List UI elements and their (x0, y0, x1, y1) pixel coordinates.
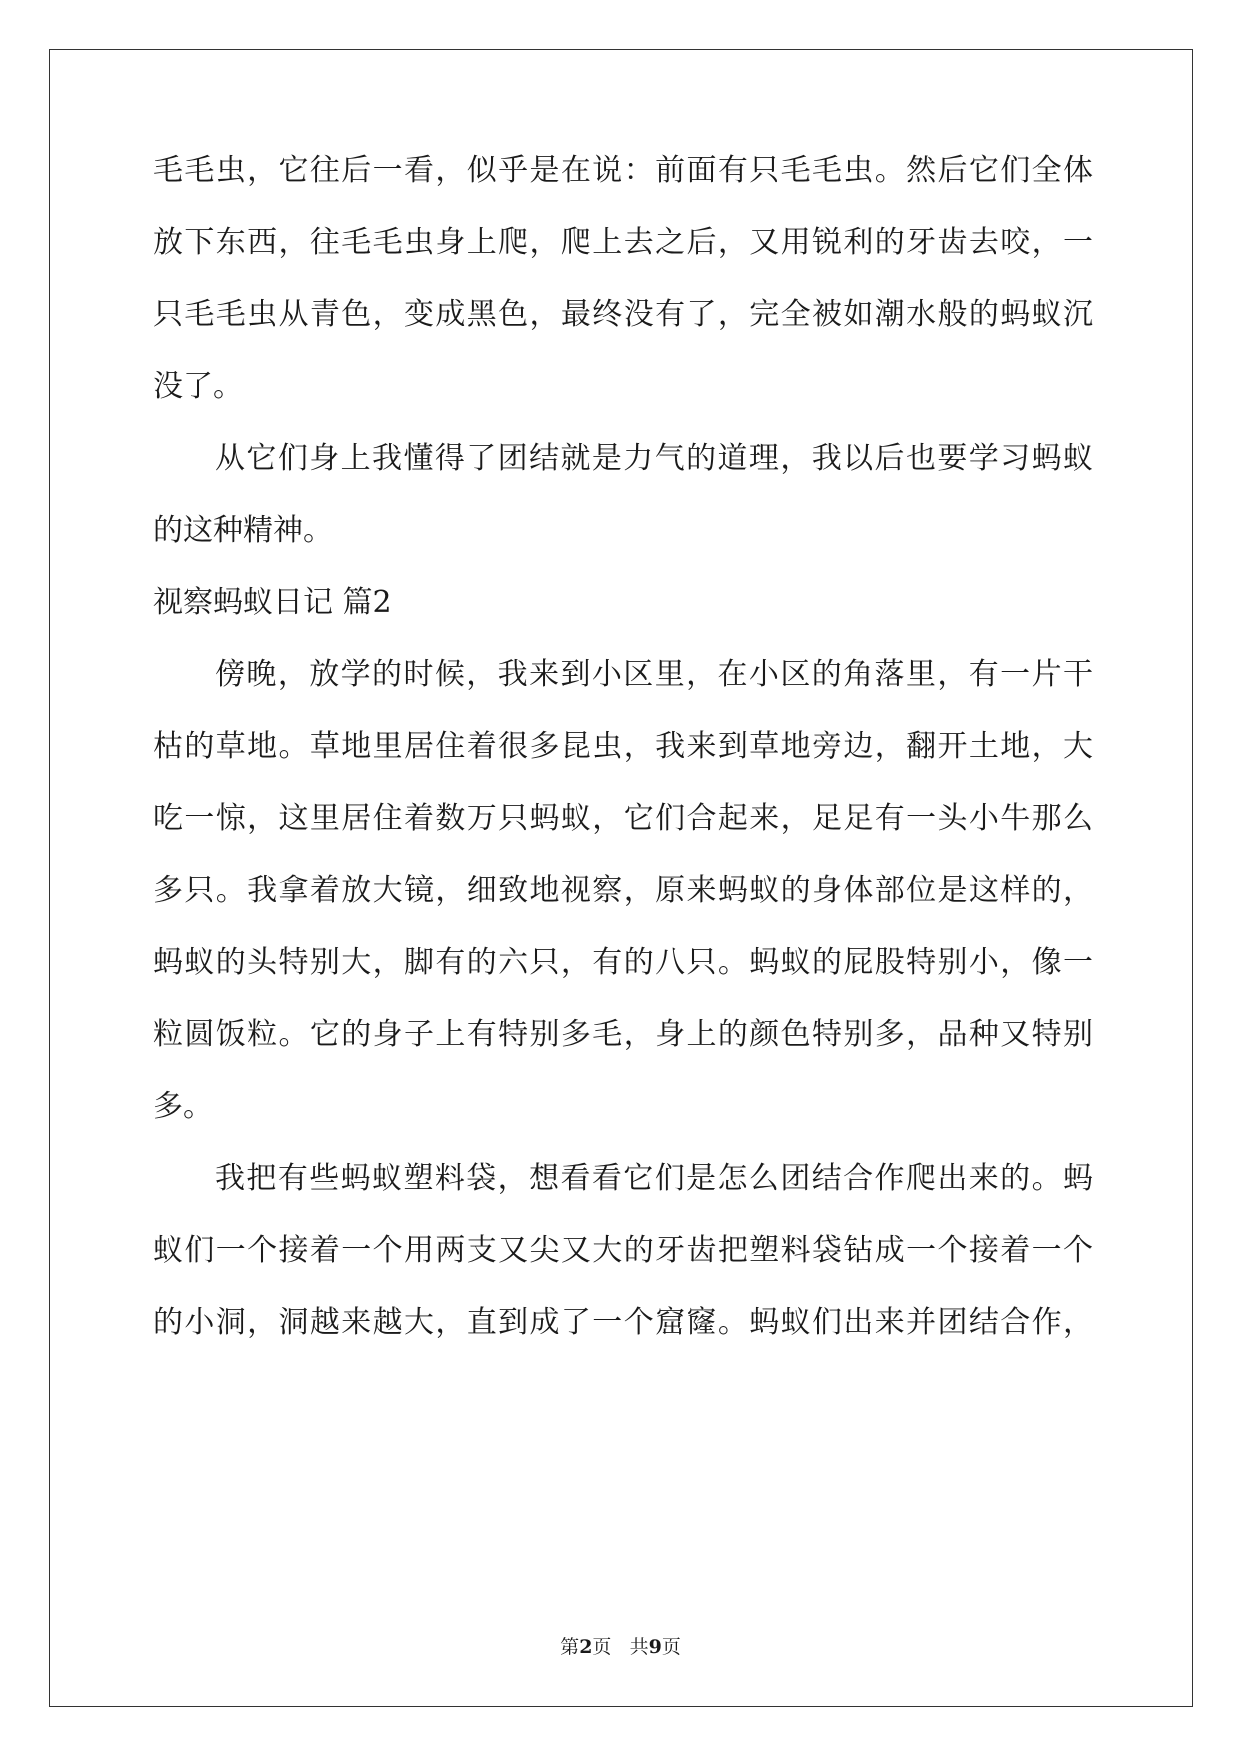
paragraph-3-line-5: 蚂蚁的头特别大，脚有的六只，有的八只。蚂蚁的屁股特别小，像一 (153, 945, 1093, 980)
footer-prefix: 第 (560, 1636, 580, 1658)
paragraph-2-line-1: 从它们身上我懂得了团结就是力气的道理，我以后也要学习蚂蚁 (215, 441, 1093, 476)
paragraph-3-line-3: 吃一惊，这里居住着数万只蚂蚁，它们合起来，足足有一头小牛那么 (153, 801, 1093, 836)
paragraph-3-line-1: 傍晚，放学的时候，我来到小区里，在小区的角落里，有一片干 (215, 657, 1093, 692)
current-page-number: 2 (579, 1636, 593, 1658)
paragraph-3-line-2: 枯的草地。草地里居住着很多昆虫，我来到草地旁边，翻开土地，大 (153, 729, 1093, 764)
page-footer (0, 1635, 1241, 1659)
footer-total-prefix: 共 (629, 1636, 649, 1658)
total-pages-number: 9 (648, 1636, 662, 1658)
paragraph-1-line-1: 毛毛虫，它往后一看，似乎是在说：前面有只毛毛虫。然后它们全体 (153, 153, 1093, 188)
section-heading: 视察蚂蚁日记 篇2 (153, 585, 392, 620)
paragraph-3-line-6: 粒圆饭粒。它的身子上有特别多毛，身上的颜色特别多，品种又特别 (153, 1017, 1093, 1052)
paragraph-4-line-1: 我把有些蚂蚁塑料袋，想看看它们是怎么团结合作爬出来的。蚂 (215, 1161, 1093, 1196)
paragraph-1-line-3: 只毛毛虫从青色，变成黑色，最终没有了，完全被如潮水般的蚂蚁沉 (153, 297, 1093, 332)
footer-page-suffix: 页 (592, 1636, 612, 1658)
paragraph-1-line-2: 放下东西，往毛毛虫身上爬，爬上去之后，又用锐利的牙齿去咬，一 (153, 225, 1093, 260)
paragraph-3-line-7: 多。 (153, 1089, 213, 1124)
paragraph-4-line-3: 的小洞，洞越来越大，直到成了一个窟窿。蚂蚁们出来并团结合作， (153, 1305, 1093, 1340)
paragraph-1-line-4: 没了。 (153, 369, 243, 404)
paragraph-4-line-2: 蚁们一个接着一个用两支又尖又大的牙齿把塑料袋钻成一个接着一个 (153, 1233, 1093, 1268)
paragraph-3-line-4: 多只。我拿着放大镜，细致地视察，原来蚂蚁的身体部位是这样的， (153, 873, 1093, 908)
footer-total-suffix: 页 (661, 1636, 681, 1658)
paragraph-2-line-2: 的这种精神。 (153, 513, 333, 548)
